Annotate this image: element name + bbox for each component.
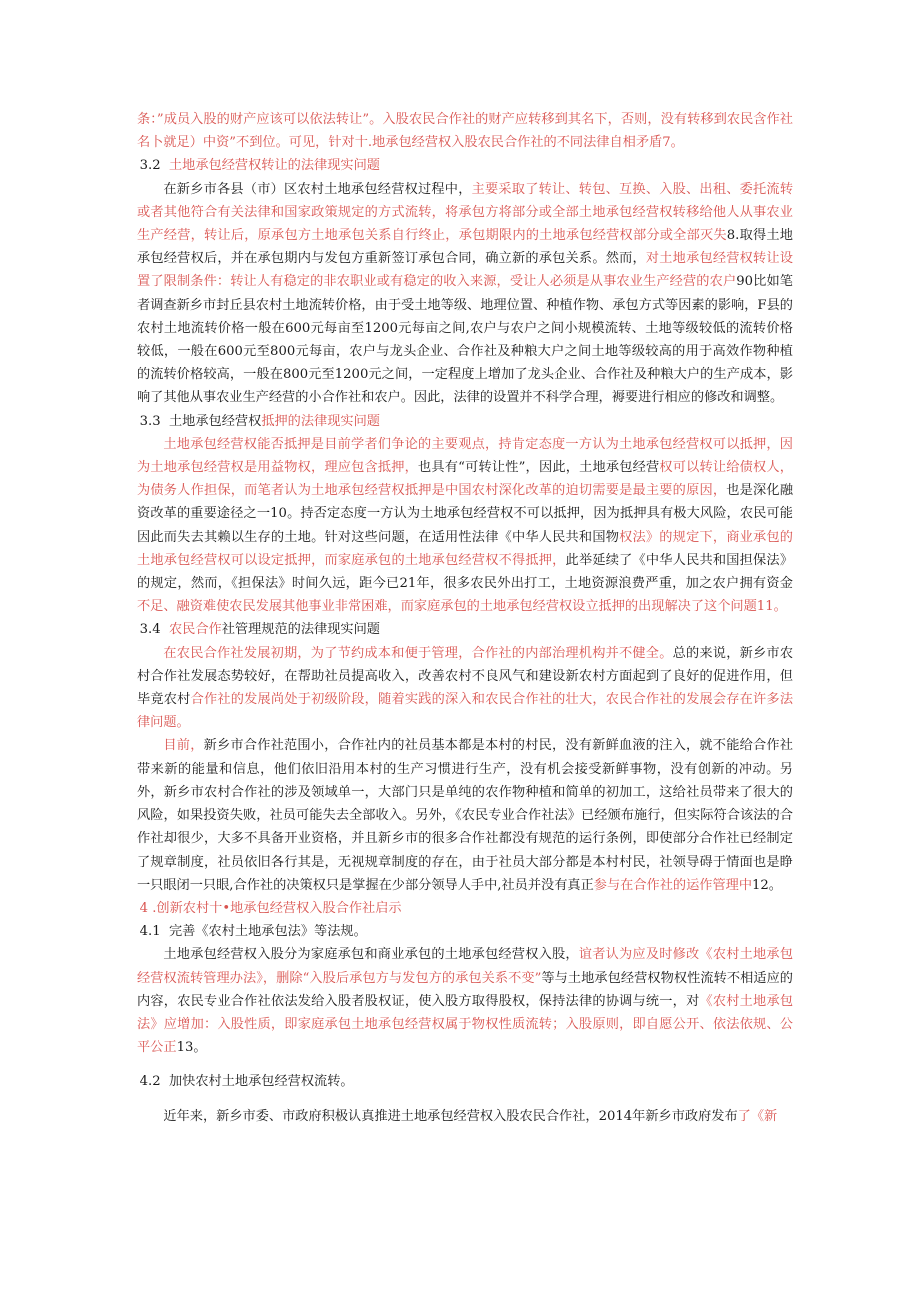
heading-3-2 — [137, 154, 793, 177]
text-run: 新乡市合作社范围小，合作社内的社员基本都是本村的村民，没有新鲜血液的注入，就不能给合作社带来新的能量和信息，他们依旧沿用本村的生产习惯进行生产，没有机会接受新鲜事物，没有创新的冲动。另外，新乡市农村合作社的涉及领域单一，大部门只是单纯的农作物种植和简单的初加工，这给社员带来了很大的风险，如果投资失败，社员可能失去全部收入。另外，《农民专业合作社法》已经颁布施行，但实际符合该法的合作社却很少，大多不具备开业资格，并且新乡市的很多合作社都没有规范的运行条例，即使部分合作社已经制定了规章制度，社员依旧各行其是，无视规章制度的存在，由于社员大部分都是本村村民，社领导碍于情面也是睁一只眼闭一只眼,合作社的决策权只是掌握在少部分领导人手中,社员并没有真正 — [137, 738, 793, 893]
text-run: 在新乡市各县（市）区农村土地承包经营权过程中， — [163, 181, 472, 197]
section-title-highlight: 抵押的法律现实问题 — [261, 413, 380, 429]
text-run-highlight: 权法》的规定下，商业承包的土地承包经营权可以设定抵押，而家庭承包的土地承包经营权不得抵押， — [137, 529, 793, 568]
text-run: 12。 — [752, 877, 782, 893]
section-number: 4 — [139, 900, 149, 916]
section-title-highlight: .创新农村十•地承包经营权入股合作社启示 — [152, 900, 402, 916]
section-title: 土地承包经营权转让的法律现实问题 — [169, 158, 380, 174]
paragraph-continuation — [137, 108, 793, 154]
section-number: 4.1 — [139, 924, 161, 940]
text-run-highlight: 谊者认为应及时修改《农村土地承包经营权流转管理办法》，删除“入股后承包方与发包方的承包关系不变” — [137, 947, 794, 986]
text-run-highlight: 对土地承包经营权转让设置了限制条件：转让人有稳定的非农职业或有稳定的收入来源，受让人必须是从事农业生产经营的农户 — [137, 251, 793, 290]
text-run: 8.取得土地承包经营权后，并在承包期内与发包方重新签订承包合同，确立新的承包关系。然而， — [137, 228, 793, 267]
text-run: 13。 — [176, 1040, 207, 1056]
paragraph-coop-early — [137, 642, 793, 735]
paragraph-coop-current — [137, 734, 793, 896]
heading-4-2 — [137, 1070, 793, 1093]
text-run-highlight: 了《新 — [737, 1108, 778, 1124]
text-run: 农民专业合作社依法发给入股者股权证，使入股方取得股权，保持法律的协调与统一，对 — [177, 993, 700, 1009]
section-number: 4.2 — [139, 1074, 161, 1090]
text-run: 总的来说，新乡市农村合作社发展态势较好，在帮助社员提高收入，改善农村不良风气和建设新农村方面起到了良好的促进作用，但毕竟农村 — [137, 645, 794, 708]
section-title-highlight: 农民合作 — [169, 622, 222, 638]
section-title: 社管理规范的法律现实问题 — [221, 622, 380, 638]
heading-3-4 — [137, 618, 793, 641]
text-run: 此举延续了《中华人民共和国担保法》的规定，然而，《担保法》时间久远，距今已21年，很多农民外出打工，土地资源浪费严重，加之农户拥有资金 — [137, 552, 794, 592]
paragraph-mortgage — [137, 433, 793, 619]
text-run-highlight: 不足、融资难使农民发展其他事业非常困难，而家庭承包的土地承包经营权设立抵押的出现解决了这个问题11。 — [137, 599, 787, 615]
document-body — [137, 108, 793, 1128]
text-run: 等与土地承包经营权物权性流转不相适应的内容， — [137, 970, 793, 1009]
text-run-highlight: 主要采取了转让、转包、互换、入股、出租、委托流转或者其他符合有关法律和国家政策规定的方式流转，将承包方将部分或全部土地承包经营权转移给他人从事农业生产经营，转让后，原承包方土地承包关系自行终止，承包期限内的土地承包经营权部分或全部灭失 — [137, 181, 794, 244]
text-run-highlight: 合作社的发展尚处于初级阶段，随着实践的深入和农民合作社的壮大，农民合作社的发展会存在许多法律问题。 — [137, 692, 794, 731]
section-number: 3.2 — [139, 158, 161, 174]
section-title: 完善《农村土地承包法》等法规。 — [169, 924, 367, 940]
heading-3-3 — [137, 410, 793, 433]
paragraph-recent-years — [137, 1105, 793, 1128]
text-run: 条：”成员入股的财产应该可以依法转让”。入股农民合作社的财产应转移到其名下，否则，没有转移到农民含作社名卜就足）中资”不到位。可见，针对十.地承包经营权入股农民合作社的不同法律自相矛盾7。 — [137, 112, 793, 151]
text-run-highlight: 参与在合作社的运作管理中 — [593, 877, 753, 893]
heading-4 — [137, 897, 793, 920]
text-run-highlight: 目前， — [163, 738, 204, 754]
text-run: 90比如笔者调查新乡市封丘县农村土地流转价格，由于受土地等级、地理位置、种植作物、承包方式等因素的影响，F县的农村土地流转价格一般在600元每亩至1200元每亩之间,农户与农户之间小规模流转、土地等级较低的流转价格较低，一般在600元至800元每亩，农户与龙头企业、合作社及种粮大户之间土地等级较高的用于高效作物种植的流转价格较高，一般在800元至1200元之间，一定程度上增加了龙头企业、合作社及种粮大户的生产成本，影响了其他从事农业生产经营的小合作社和农户。因此，法律的设置并不科学合理，褥要进行相应的修改和调整。 — [137, 274, 793, 406]
text-run: 也具有“可转让性”，因此，土地承包经营 — [418, 460, 660, 476]
text-run: 也是深化融资改革的重要途径之一10。持否定态度一方认为土地承包经营权不可以抵押，因为抵押具有极大风险，农民可能因此而失去其赖以生存的土地。针对这些问题，在适用性法律《中华人民共和国物 — [137, 483, 794, 545]
text-run-highlight: 土地承包经营权能否抵押是目前学者们争论的主要观点，持肯定态度一方认为土地承包经营权可以抵押，因为土地承包经营权是用益物权，理应包含抵押， — [137, 436, 793, 476]
text-run-highlight: 权可以转让给债权人，为债务人作担保，而笔者认为土地承包经营权抵押是中国农村深化改革的迫切需要是最主要的原因， — [137, 460, 793, 499]
section-number: 3.3 — [139, 413, 161, 429]
text-run-highlight: 《农村土地承包法》应增加：入股性质，即家庭承包土地承包经营权属于物权性质流转；入股原则，即自愿公开、依法依规、公平公正 — [137, 993, 794, 1056]
section-title: 加快农村土地承包经营权流转。 — [169, 1074, 354, 1090]
paragraph-law-revision — [137, 943, 793, 1059]
text-run: 近年来，新乡市委、市政府积极认真推进土地承包经营权入股农民合作社，2014年新乡市政府发布 — [163, 1108, 738, 1124]
heading-4-1 — [137, 920, 793, 943]
text-run: 土地承包经营权入股分为家庭承包和商业承包的土地承包经营权入股， — [163, 947, 579, 963]
paragraph-land-transfer — [137, 178, 793, 410]
section-title: 土地承包经营权 — [169, 413, 262, 429]
text-run-highlight: 在农民合作社发展初期，为了节约成本和便于管理，合作社的内部治理机构并不健全。 — [163, 645, 673, 661]
section-number: 3.4 — [139, 622, 161, 638]
